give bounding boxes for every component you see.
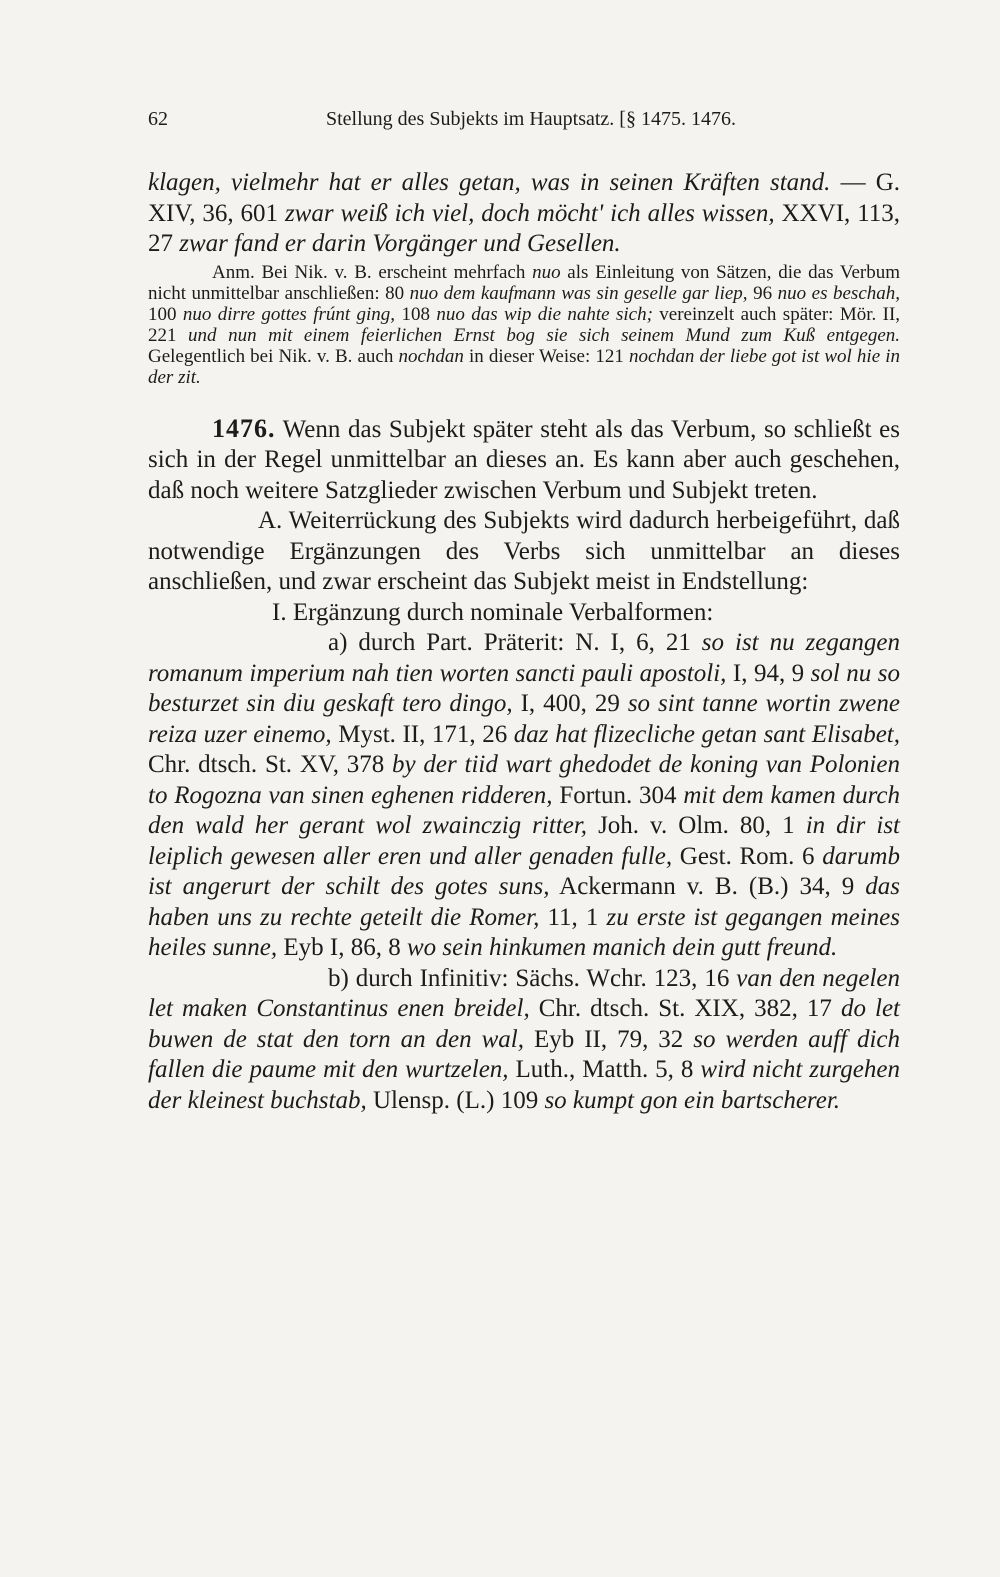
citation-quote: so werden auff dich fallen die paume mit den wurtzelen, xyxy=(148,1025,900,1083)
page-number: 62 xyxy=(148,108,168,130)
citation-quote: so sint tanne wortin zwene reiza uzer einemo, xyxy=(148,690,900,748)
text-run: Luth., Matth. 5, 8 xyxy=(508,1056,701,1083)
text-run: I, 400, 29 xyxy=(512,690,628,717)
citation-quote: darumb ist angerurt der schilt des gotes suns, xyxy=(148,842,900,900)
part-one-heading xyxy=(148,598,900,629)
text-run: XXVI, 113, 27 xyxy=(148,199,901,257)
text-run: Eyb I, 86, 8 xyxy=(277,934,407,961)
text-run: — G. XIV, 36, 601 xyxy=(148,169,900,227)
section-1476 xyxy=(148,414,900,507)
citation-quote: nochdan xyxy=(398,345,464,367)
citation-quote: zwar fand er darin Vorgänger und Gesellen. xyxy=(179,230,621,257)
intro-paragraph xyxy=(148,168,900,260)
running-title: Stellung des Subjekts im Hauptsatz. [§ 1475. 1476. xyxy=(326,108,736,130)
subsection-a xyxy=(148,628,900,964)
citation-quote: wo sein hinkumen manich dein gutt freund. xyxy=(407,934,838,961)
text-run: Chr. dtsch. St. XV, 378 xyxy=(148,751,393,778)
text-run: I. Ergänzung durch nominale Verbalformen: xyxy=(272,598,714,626)
text-run: Gest. Rom. 6 xyxy=(672,842,823,870)
text-run: Ackermann v. B. (B.) 34, 9 xyxy=(549,873,866,900)
text-run: a) durch Part. Präterit: N. I, 6, 21 xyxy=(328,629,702,656)
text-run: I, 94, 9 xyxy=(726,659,811,687)
text-run: Eyb II, 79, 32 xyxy=(524,1025,694,1053)
text-run: Anm. Bei Nik. v. B. erscheint mehrfach xyxy=(212,261,533,283)
text-run: 100 xyxy=(148,303,183,325)
text-run: Wenn das Subjekt später steht als das Verbum, so schließt es sich in der Regel unmittelbar an dieses an. Es kann aber auch geschehen, daß noch weitere Satzglieder zwischen Verbum und Subjekt treten. xyxy=(148,415,900,504)
citation-quote: do let buwen de stat den torn an den wal, xyxy=(148,995,900,1053)
text-run: Fortun. 304 xyxy=(552,781,684,809)
citation-quote: nuo xyxy=(532,261,561,283)
text-run: 96 xyxy=(747,282,778,304)
citation-quote: das haben uns zu rechte geteilt die Romer, xyxy=(148,873,900,931)
citation-quote: daz hat flizecliche getan sant Elisabet, xyxy=(513,720,900,748)
text-run: als Einleitung von Sätzen, die das Verbum nicht unmittelbar anschließen: 80 xyxy=(148,261,900,304)
text-run: Joh. v. Olm. 80, 1 xyxy=(587,812,806,839)
citation-quote: by der tiid wart ghedodet de koning van Polonien to Rogozna van sinen eghenen ridderen, xyxy=(148,751,900,809)
part-a-paragraph xyxy=(148,506,900,598)
text-run: 108 xyxy=(395,303,437,325)
text-run: Chr. dtsch. St. XIX, 382, 17 xyxy=(529,995,841,1022)
annotation-note xyxy=(148,262,900,388)
citation-quote: nuo dirre gottes frúnt ging, xyxy=(182,303,396,325)
text-run: in dieser Weise: 121 xyxy=(463,345,629,367)
text-run: Myst. II, 171, 26 xyxy=(331,720,514,748)
citation-quote: klagen, vielmehr hat er alles getan, was in seinen Kräften stand. xyxy=(148,169,831,196)
citation-quote: nuo dem kaufmann was sin geselle gar liep, xyxy=(409,282,748,304)
citation-quote: nuo das wip die nahte sich; xyxy=(436,303,653,325)
text-run: Ulensp. (L.) 109 xyxy=(366,1086,545,1114)
section-number: 1476. xyxy=(212,413,276,443)
citation-quote: zwar weiß ich viel, doch möcht' ich alles wissen, xyxy=(284,199,775,227)
citation-quote: nuo es beschah, xyxy=(777,282,901,304)
citation-quote: in dir ist leiplich gewesen aller eren und aller genaden fulle, xyxy=(148,812,900,870)
text-column xyxy=(148,168,900,1116)
citation-quote: und nun mit einem feierlichen Ernst bog sie sich seinem Mund zum Kuß entgegen. xyxy=(188,324,901,346)
text-run: 11, 1 xyxy=(539,903,607,931)
text-run: A. Weiterrückung des Subjekts wird dadurch herbeigeführt, daß notwendige Ergänzungen des Verbs sich unmittelbar an dieses anschließen, und zwar erscheint das Subjekt meist in Endstellung: xyxy=(148,507,900,595)
citation-quote: van den negelen let maken Constantinus enen breidel, xyxy=(148,964,900,1022)
citation-quote: zu erste ist gegangen meines heiles sunne, xyxy=(148,903,900,961)
subsection-b xyxy=(148,964,900,1117)
citation-quote: sol nu so besturzet sin diu geskaft tero dingo, xyxy=(148,659,901,717)
text-run: Gelegentlich bei Nik. v. B. auch xyxy=(148,345,399,367)
citation-quote: so ist nu zegangen romanum imperium nah tien worten sancti pauli apostoli, xyxy=(148,629,900,687)
citation-quote: wird nicht zurgehen der kleinest buchstab, xyxy=(148,1056,900,1114)
citation-quote: mit dem kamen durch den wald her gerant wol zwainczig ritter, xyxy=(148,781,900,839)
text-run: vereinzelt auch später: Mör. II, 221 xyxy=(148,303,901,346)
text-run: b) durch Infinitiv: Sächs. Wchr. 123, 16 xyxy=(328,964,737,992)
citation-quote: nochdan der liebe got ist wol hie in der zit. xyxy=(148,345,901,388)
citation-quote: so kumpt gon ein bartscherer. xyxy=(544,1086,841,1114)
